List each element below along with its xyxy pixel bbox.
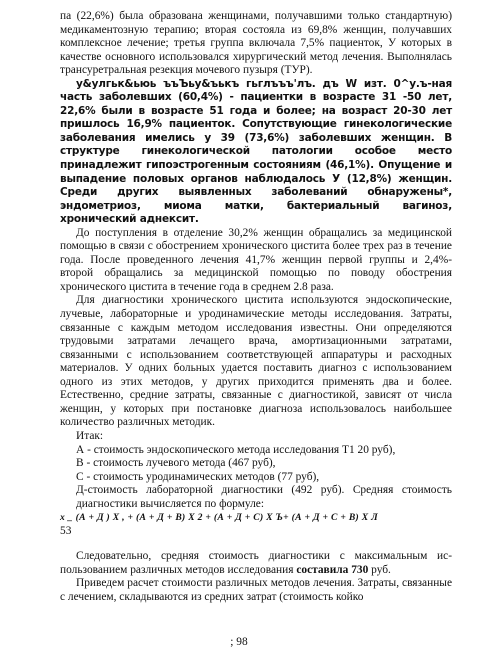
formula-number: 53 — [60, 524, 72, 537]
list-item-lab-cost: Д-стоимость лабораторной диагностики (492 руб). Средняя стоимость диагностики вычисляется по формуле: — [76, 484, 452, 510]
conclusion-text-end: руб. — [368, 563, 391, 576]
paragraph-age-distribution: у&улгьк&ьюь ъъЪьу&ъькъ гьглъъъ'лъ. дъ W изт. 0^у.ъ-ная часть заболевших (60,4%) - пациентки в возрасте 31 -50 лет, 22,6% были в возрасте 51 года и более; на возраст 20-30 лет пришлось 16,9% пациенток. Сопутствующие гинекологические заболевания имелись у 39 (73,6%) заболевших женщин. В структуре гинекологической патологии особое место принадлежит гипоэстрогенным состояниям (46,1%). Опущение и выпадение половых органов наблюдалось У (12,8%) женщин. Среди других выявленных заболеваний обнаружены*, эндометриоз, миома матки, бактериальный вагиноз, хронический аднексит. — [60, 77, 452, 226]
conclusion-bold-value: составила 730 — [296, 563, 369, 576]
spacer — [60, 538, 452, 550]
cost-formula: х _ (А + Д ) Х , + (А + Д + В) Х 2 + (А + Д + С) Х Ъ+ (А + Д + С + В) Х Л — [60, 512, 379, 524]
list-item-radiology-cost: В - стоимость лучевого метода (467 руб), — [76, 457, 276, 470]
paragraph-treatment-costs: Приведем расчет стоимости различных методов лечения. Затраты, связанные с лечением, складываются из средних затрат (стоимость койко — [60, 577, 452, 603]
list-item-urodynamic-cost: С - стоимость уродинамических методов (77 руб), — [76, 470, 320, 483]
list-item-endoscopy-cost: А - стоимость эндоскопического метода исследования Т1 20 руб), — [76, 443, 396, 456]
conclusion-text-start: Следовательно, средняя стоимость диагностики с максимальным использованием различных методов исследования — [60, 550, 452, 576]
paragraph-conclusion — [60, 550, 452, 577]
page-number: ; 98 — [230, 636, 248, 648]
paragraph-prior-treatment: До поступления в отделение 30,2% женщин обращались за медицинской помощью в связи с обострением хронического цистита более трех раз в течение года. После проведенного лечения 41,7% женщин первой группы и 2,4%- второй обращались за медицинской помощью по поводу обострения хронического цистита в течение года в среднем 2.8 раза. — [60, 226, 452, 293]
paragraph-study-groups: па (22,6%) была образована женщинами, получавшими только стандартную) медикаментозную терапию; вторая состояла из 69,8% женщин, получавших комплексное лечение; третья группа включала 7,5% пациенток, У которых в качестве основного использовался хирургический метод лечения. Выполнялась трансуретральная резекция мочевого пузыря (ТУР). — [60, 10, 452, 77]
paragraph-diagnostic-methods: Для диагностики хронического цистита используются эндоскопические, лучевые, лабораторные и уродинамические методы исследования. Затраты, связанные с каждым методом исследования известны. Они определяются трудовыми затратами лечащего врача, амортизационными затратами, связанными с использованием соответствующей аппаратуры и расходных материалов. У одних больных удается поставить диагноз с использованием одного из этих методов, у других приходится применять два и более. Естественно, средние затраты, связанные с диагностикой, зависят от числа женщин, у которых при постановке диагноза использовалось наибольшее количество различных методик. — [60, 294, 452, 429]
paragraph-itak: Итак: — [76, 429, 104, 442]
